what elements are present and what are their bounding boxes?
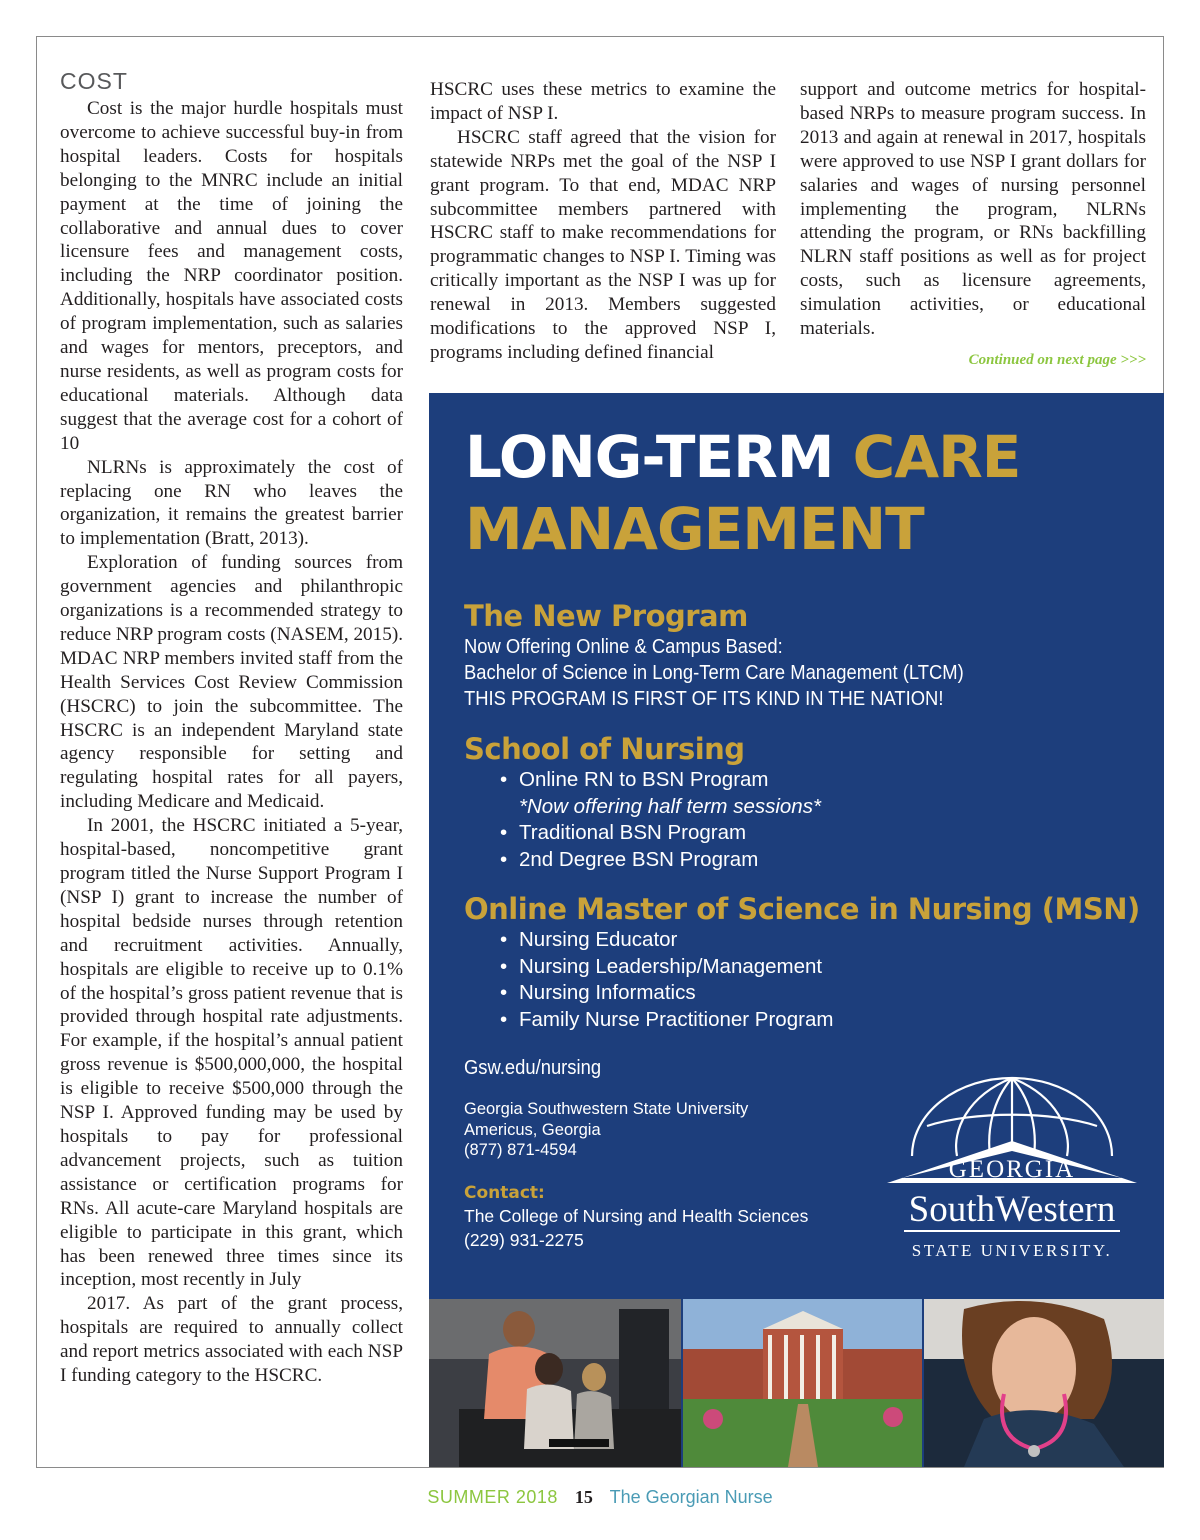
photo-strip <box>429 1299 1164 1467</box>
msn-section <box>464 891 1140 1033</box>
paragraph: In 2001, the HSCRC initiated a 5-year, hospital-based, noncompetitive grant program titled the Nurse Support Program I (NSP I) grant to increase the number of hospital bedside nurses through retention and recruitment activities. Annually, hospitals are eligible to receive up to 0.1% of the hospital’s gross patient revenue that is provided through hospital rate adjustments. For example, if the hospital’s annual patient gross revenue is $500,000,000, the hospital is eligible to receive $500,000 through the NSP I. Approved funding may be used by hospitals to pay for professional advancement projects, such as tuition assistance or certification programs for RNs. All acute-care Maryland hospitals are eligible to participate in this grant, which has been renewed three times since its inception, most recently in July <box>60 815 403 1291</box>
gsw-logo <box>882 1071 1142 1271</box>
list-item: • Nursing Educator <box>500 928 678 951</box>
section-heading: COST <box>60 68 128 94</box>
nursing-heading: School of Nursing <box>464 732 745 766</box>
paragraph: Exploration of funding sources from government agencies and philanthropic organizations is a recommended strategy to reduce NRP program costs (NASEM, 2015). MDAC NRP members invited staff from the Health Services Cost Review Commission (HSCRC) to join the subcommittee. The HSCRC is an independent Maryland state agency responsible for setting and regulating hospital rates for all payers, including Medicare and Medicaid. <box>60 552 404 813</box>
contact-info <box>464 1182 808 1252</box>
ad-title <box>465 421 1145 565</box>
campus-building-photo <box>683 1299 922 1467</box>
university-phone: (877) 871-4594 <box>464 1141 577 1159</box>
website-block <box>464 1055 613 1081</box>
paragraph: 2017. As part of the grant process, hospitals are required to annually collect and report metrics associated with each NSP I funding category to the HSCRC. <box>60 1293 403 1387</box>
page-number: 15 <box>574 1487 593 1507</box>
website-link[interactable]: Gsw.edu/nursing <box>464 1057 602 1079</box>
ad-title-gold: CARE <box>852 423 1021 491</box>
logo-southwestern-text: SouthWestern <box>908 1189 1116 1230</box>
list-item: *Now offering half term sessions* <box>519 794 821 818</box>
paragraph: Cost is the major hurdle hospitals must overcome to achieve successful buy-in from hospital leaders. Costs for hospitals belonging to the MNRC include an initial payment at the time of joining the collaborative and annual dues to cover licensure fees and management costs, including the NRP coordinator position. Additionally, hospitals have associated costs of program implementation, such as salaries and wages for mentors, preceptors, and nurse residents, as well as program costs for educational materials. Although data suggest that the average cost for a cohort of 10 <box>60 98 403 454</box>
paragraph: support and outcome metrics for hospital-based NRPs to measure program success. In 2013 and again at renewal in 2017, hospitals were approved to use NSP I grant dollars for salaries and wages of nursing personnel implementing the program, NLRNs attending the program, or RNs backfilling NLRN staff positions as well as for project costs, such as licensure agreements, simulation activities, or educational materials. <box>800 79 1146 340</box>
advertisement <box>429 393 1164 1467</box>
list-item: • Online RN to BSN Program <box>500 768 769 791</box>
list-item: • 2nd Degree BSN Program <box>500 847 759 871</box>
list-item: • Family Nurse Practitioner Program <box>500 1007 834 1031</box>
continued-link[interactable]: Continued on next page >>> <box>968 351 1146 368</box>
ad-title-white: LONG-TERM <box>465 423 853 491</box>
contact-phone: (229) 931-2275 <box>464 1230 584 1250</box>
page-footer <box>0 1487 1200 1508</box>
program-line: Bachelor of Science in Long-Term Care Management (LTCM) <box>464 662 964 684</box>
magazine-name: The Georgian Nurse <box>609 1487 773 1507</box>
paragraph: NLRNs is approximately the cost of replacing one RN who leaves the organization, it remains the greatest barrier to implementation (Bratt, 2013). <box>60 456 403 550</box>
university-name: Georgia Southwestern State University <box>464 1100 749 1118</box>
program-section <box>464 598 1007 712</box>
logo-georgia-text: GEORGIA <box>948 1156 1076 1183</box>
university-city: Americus, Georgia <box>464 1120 601 1139</box>
nursing-list <box>464 767 821 873</box>
article-column-3 <box>800 78 1146 373</box>
msn-heading: Online Master of Science in Nursing (MSN) <box>464 892 1140 926</box>
contact-label: Contact: <box>464 1183 545 1203</box>
article-column-1 <box>60 68 403 1388</box>
paragraph: HSCRC uses these metrics to examine the impact of NSP I. <box>430 79 776 124</box>
nurse-student-photo <box>924 1299 1164 1467</box>
contact-name: The College of Nursing and Health Sciences <box>464 1206 809 1226</box>
computer-lab-photo <box>429 1299 681 1467</box>
ad-title-gold: MANAGEMENT <box>465 495 924 563</box>
program-line: THIS PROGRAM IS FIRST OF ITS KIND IN THE NATION! <box>464 688 944 710</box>
list-item: • Nursing Informatics <box>500 981 696 1005</box>
paragraph: HSCRC staff agreed that the vision for statewide NRPs met the goal of the NSP I grant program. To that end, MDAC NRP subcommittee members partnered with HSCRC staff to make recommendations for programmatic changes to NSP I. Timing was critically important as the NSP I was up for renewal in 2013. Members suggested modifications to the approved NSP I, programs including defined financial <box>430 126 776 363</box>
list-item: • Traditional BSN Program <box>500 821 747 845</box>
msn-list <box>464 927 1140 1033</box>
article-column-2 <box>430 78 776 365</box>
logo-state-text: STATE UNIVERSITY. <box>911 1241 1113 1260</box>
university-info <box>464 1099 748 1161</box>
list-item: • Nursing Leadership/Management <box>500 954 823 978</box>
nursing-section <box>464 731 821 873</box>
program-line: Now Offering Online & Campus Based: <box>464 636 783 658</box>
program-heading: The New Program <box>464 599 748 633</box>
issue-season: SUMMER 2018 <box>427 1487 558 1507</box>
